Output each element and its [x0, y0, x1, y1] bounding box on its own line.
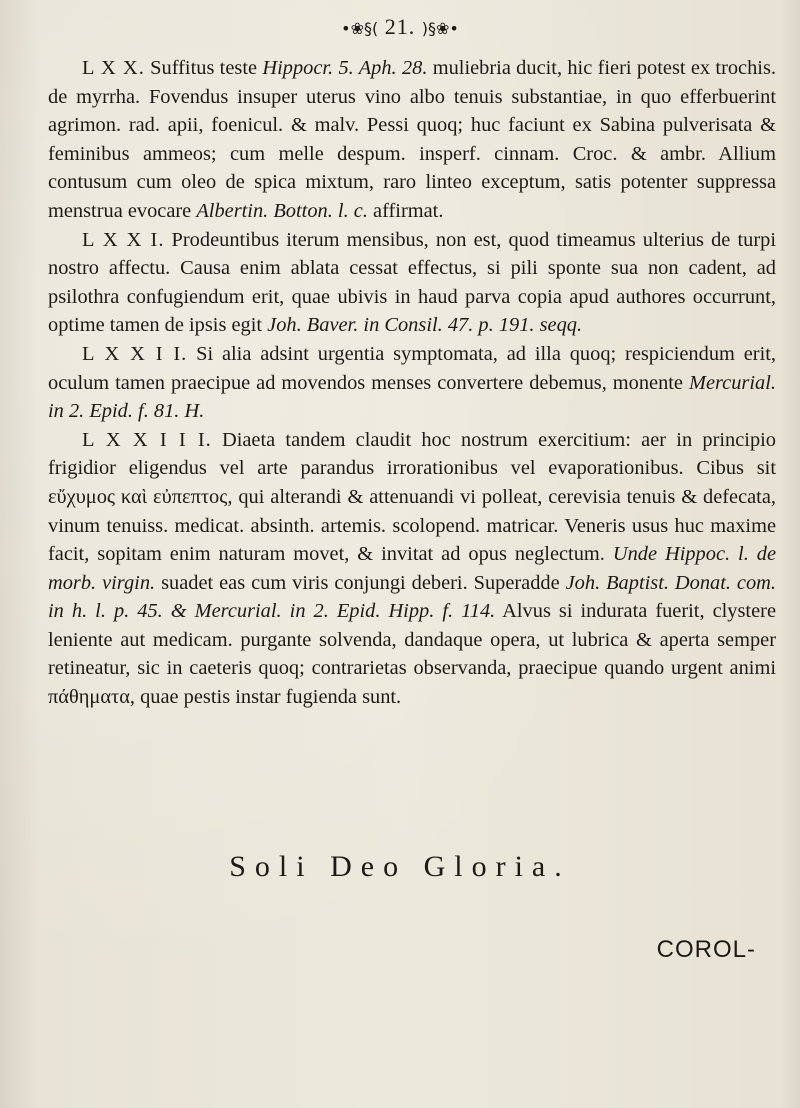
- paragraph-text: suadet eas cum viris conjungi deberi. Superadde: [155, 571, 566, 594]
- paragraph-text: Prodeuntibus iterum mensibus, non est, quod timeamus ulterius de turpi nostro affectu. Causa enim ablata cessat effectus, si pili sponte sua non cadent, ad psilothra confugiendum erit, quae ubivis in haud parva copia apud authores occurrunt, optime tamen de ipsis egit: [48, 228, 776, 337]
- paragraph-number: L X X I.: [82, 228, 165, 251]
- paragraph-number: L X X I I.: [82, 342, 188, 365]
- paragraph: [48, 340, 776, 426]
- citation-text: Unde Hippoc. l. de morb. virgin.: [48, 543, 777, 594]
- paragraph: [48, 54, 776, 226]
- closing-doxology: Soli Deo Gloria.: [229, 850, 571, 883]
- header-ornament-left: •❀§(: [341, 19, 379, 38]
- paragraph-number: L X X I I I.: [82, 428, 212, 451]
- paragraph-text: Suffitus teste: [144, 57, 263, 79]
- paragraph-text: muliebria ducit, hic fieri potest ex trochis. de myrrha. Fovendus insuper uterus vino albo tenuis substantiae, in quo efferbuerint agrimon. rad. apii, foenicul. & malv. Pessi quoq; huc faciunt ex Sabina pulverisata & feminibus ammeos; cum melle despum. insperf. cinnam. Croc. & ambr. Allium contusum cum oleo de spica mixtum, raro linteo exceptum, satis potenter suppressa menstrua evocare: [48, 57, 776, 222]
- paragraph-number: L X X.: [82, 57, 145, 79]
- paragraph: [48, 226, 776, 340]
- paragraph: [48, 426, 776, 712]
- header-ornament-right: )§❀•: [421, 19, 459, 38]
- body-text: [48, 54, 776, 712]
- citation-text: Mercurial. in 2. Epid. f. 81. H.: [48, 371, 776, 423]
- paragraph-text: Diaeta tandem claudit hoc nostrum exercitium: aer in principio frigidior eligendus vel arte parandus irrorationibus vel evaporationibus. Cibus sit εὔχυμος καὶ εὐπεπτος, qui alterandi & attenuandi vi polleat, cerevisia tenuis & defecata, vinum tenuiss. medicat. absinth. artemis. scolopend. matricar. Veneris usus huc maxime facit, sopitam enim naturam movet, & invitat ad opus neglectum.: [48, 428, 776, 566]
- citation-text: Hippocr. 5. Aph. 28.: [262, 57, 428, 79]
- paragraph-text: Alvus si indurata fuerit, clystere leniente aut medicam. purgante solvenda, dandaque opera, ut lubrica & aperta semper retineatur, sic in caeteris quoq; contrarietas observanda, praecipue quando urgent animi πάθηματα, quae pestis instar fugienda sunt.: [48, 600, 776, 709]
- paragraph-text: affirmat.: [367, 199, 444, 222]
- page-number: 21.: [384, 14, 416, 39]
- catchword: COROL-: [656, 936, 756, 963]
- paragraph-text: Si alia adsint urgentia symptomata, ad illa quoq; respiciendum erit, oculum tamen praecipue ad movendos menses convertere debemus, monente: [48, 342, 777, 394]
- page-header: [0, 14, 800, 40]
- citation-text: Joh. Baptist. Donat. com. in h. l. p. 45. & Mercurial. in 2. Epid. Hipp. f. 114.: [48, 571, 777, 623]
- citation-text: Joh. Baver. in Consil. 47. p. 191. seqq.: [267, 314, 583, 337]
- citation-text: Albertin. Botton. l. c.: [196, 199, 368, 222]
